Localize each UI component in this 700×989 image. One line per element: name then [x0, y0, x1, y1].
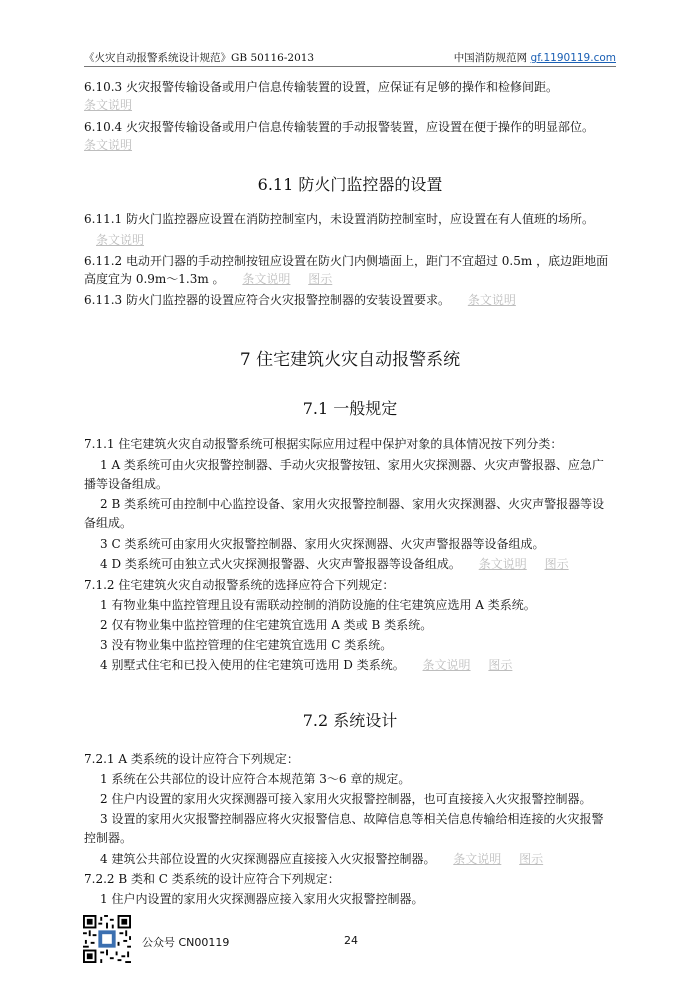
item-7-1-2-2: 2 仅有物业集中监控管理的住宅建筑宜选用 A 类或 B 类系统。 [100, 618, 433, 632]
item-7-2-2-1: 1 住户内设置的家用火灾探测器应接入家用火灾报警控制器。 [100, 892, 424, 906]
item-7-1-2-1: 1 有物业集中监控管理且设有需联动控制的消防设施的住宅建筑应选用 A 类系统。 [100, 598, 536, 612]
explain-link[interactable]: 条文说明 [467, 293, 516, 307]
explain-link[interactable]: 条文说明 [422, 658, 471, 672]
section-heading-7-1: 7.1 一般规定 [302, 399, 398, 418]
clause-6-10-3: 6.10.3 火灾报警传输设备或用户信息传输装置的设置，应保证有足够的操作和检修间距。 [84, 80, 558, 94]
explain-link[interactable]: 条文说明 [453, 852, 502, 866]
site-name: 中国消防规范网 [453, 52, 528, 64]
item-7-1-1-2-line1: 2 B 类系统可由控制中心监控设备、家用火灾报警控制器、家用火灾探测器、火灾声警报器等设 [100, 497, 605, 511]
site-url-link[interactable]: gf.1190119.com [530, 52, 616, 64]
wechat-account: 公众号 CN00119 [142, 936, 230, 949]
figure-link[interactable]: 图示 [308, 272, 333, 286]
item-7-1-1-4: 4 D 类系统可由独立式火灾探测报警器、火灾声警报器等设备组成。 [100, 557, 461, 571]
clause-7-2-1: 7.2.1 A 类系统的设计应符合下列规定： [84, 752, 299, 766]
figure-link[interactable]: 图示 [519, 852, 544, 866]
item-7-2-1-3-line1: 3 设置的家用火灾报警控制器应将火灾报警信息、故障信息等相关信息传输给相连接的火灾报警 [100, 812, 604, 826]
clause-7-1-1: 7.1.1 住宅建筑火灾自动报警系统可根据实际应用过程中保护对象的具体情况按下列分类： [84, 437, 563, 451]
site-info [454, 50, 616, 65]
clause-6-10-4: 6.10.4 火灾报警传输设备或用户信息传输装置的手动报警装置，应设置在便于操作的明显部位。 [84, 120, 594, 134]
item-7-2-1-2: 2 住户内设置的家用火灾探测器可接入家用火灾报警控制器，也可直接接入火灾报警控制器。 [100, 792, 592, 806]
chapter-heading-7: 7 住宅建筑火灾自动报警系统 [239, 350, 461, 370]
clause-6-11-1: 6.11.1 防火门监控器应设置在消防控制室内，未设置消防控制室时，应设置在有人值班的场所。 [84, 212, 594, 226]
item-7-1-1-1-line1: 1 A 类系统可由火灾报警控制器、手动火灾报警按钮、家用火灾探测器、火灾声警报器、应急广 [100, 458, 604, 472]
item-7-2-1-3-line2: 控制器。 [84, 831, 133, 845]
explain-link[interactable]: 条文说明 [96, 233, 145, 247]
figure-link[interactable]: 图示 [488, 658, 513, 672]
item-7-2-1-1: 1 系统在公共部位的设计应符合本规范第 3～6 章的规定。 [100, 772, 411, 786]
item-7-1-2-3: 3 没有物业集中监控管理的住宅建筑宜选用 C 类系统。 [100, 638, 393, 652]
section-heading-6-11: 6.11 防火门监控器的设置 [257, 175, 443, 194]
clause-6-11-3: 6.11.3 防火门监控器的设置应符合火灾报警控制器的安装设置要求。 [84, 293, 450, 307]
figure-link[interactable]: 图示 [544, 557, 569, 571]
explain-link[interactable]: 条文说明 [478, 557, 527, 571]
item-7-2-1-4: 4 建筑公共部位设置的火灾探测器应直接接入火灾报警控制器。 [100, 852, 436, 866]
page-number: 24 [344, 934, 358, 947]
item-7-1-2-4: 4 别墅式住宅和已投入使用的住宅建筑可选用 D 类系统。 [100, 658, 405, 672]
item-7-1-1-3: 3 C 类系统可由家用火灾报警控制器、家用火灾探测器、火灾声警报器等设备组成。 [100, 537, 545, 551]
explain-link[interactable]: 条文说明 [84, 98, 133, 112]
clause-7-1-2: 7.1.2 住宅建筑火灾自动报警系统的选择应符合下列规定： [84, 578, 395, 592]
page-header [84, 50, 616, 67]
explain-link[interactable]: 条文说明 [84, 138, 133, 152]
item-7-1-1-2-line2: 备组成。 [84, 516, 133, 530]
clause-6-11-2-line1: 6.11.2 电动开门器的手动控制按钮应设置在防火门内侧墙面上，距门不宜超过 0.5m ，底边距地面 [84, 254, 609, 268]
item-7-1-1-1-line2: 播等设备组成。 [84, 477, 169, 491]
clause-6-11-2-line2: 高度宜为 0.9m～1.3m 。 [84, 272, 225, 286]
document-title: 《火灾自动报警系统设计规范》GB 50116-2013 [84, 52, 315, 64]
explain-link[interactable]: 条文说明 [242, 272, 291, 286]
clause-7-2-2: 7.2.2 B 类和 C 类系统的设计应符合下列规定： [84, 872, 340, 886]
qr-code-icon [83, 915, 131, 963]
section-heading-7-2: 7.2 系统设计 [302, 711, 398, 730]
